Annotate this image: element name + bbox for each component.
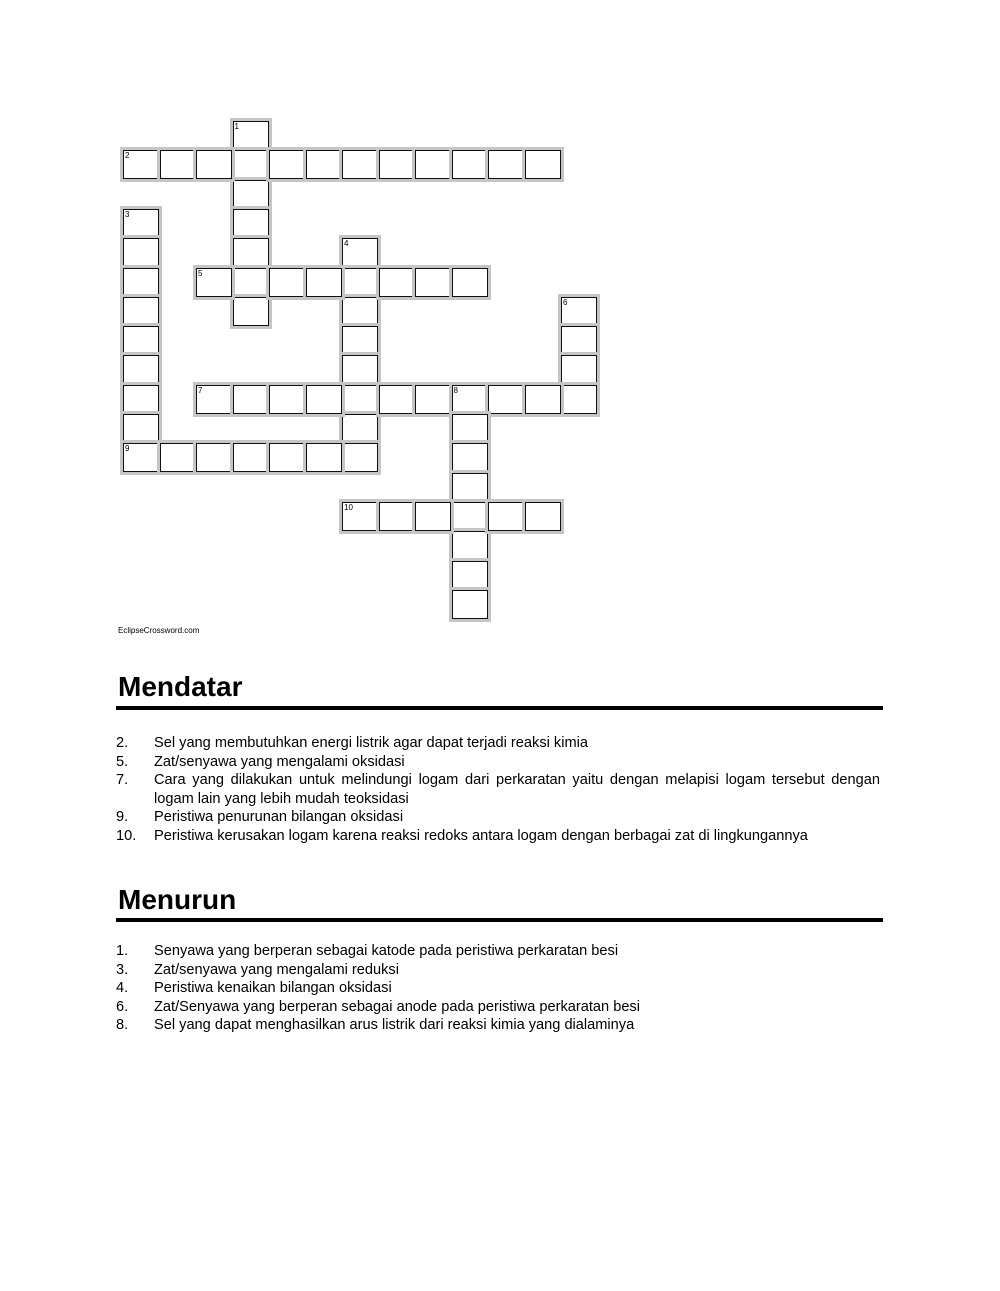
- clue-text: Sel yang membutuhkan energi listrik agar dapat terjadi reaksi kimia: [154, 735, 588, 751]
- crossword-cell[interactable]: [415, 268, 451, 297]
- crossword-cell[interactable]: [342, 355, 378, 384]
- crossword-cell[interactable]: [488, 150, 524, 179]
- clue-number-label: 4: [344, 239, 349, 249]
- crossword-cell[interactable]: [452, 561, 488, 590]
- crossword-cell[interactable]: [379, 502, 415, 531]
- crossword-cell[interactable]: [233, 150, 269, 179]
- crossword-cell[interactable]: [342, 150, 378, 179]
- clue-item: [116, 734, 880, 753]
- crossword-cell[interactable]: [452, 590, 488, 619]
- crossword-cell[interactable]: [269, 443, 305, 472]
- crossword-cell[interactable]: [160, 443, 196, 472]
- crossword-cell[interactable]: [269, 150, 305, 179]
- crossword-cell[interactable]: [123, 268, 159, 297]
- crossword-cell[interactable]: [488, 385, 524, 414]
- crossword-cell[interactable]: [379, 385, 415, 414]
- crossword-cell[interactable]: [342, 238, 378, 267]
- clue-number-label: 8: [453, 385, 458, 395]
- clue-number: 2.: [116, 735, 129, 751]
- crossword-cell[interactable]: [342, 502, 378, 531]
- crossword-cell[interactable]: [123, 209, 159, 238]
- crossword-cell[interactable]: [123, 150, 159, 179]
- clue-number: 10.: [116, 827, 137, 844]
- crossword-cell[interactable]: [123, 414, 159, 443]
- crossword-cell[interactable]: [123, 355, 159, 384]
- crossword-cell[interactable]: [233, 268, 269, 297]
- crossword-cell[interactable]: [452, 385, 488, 414]
- clue-number: 3.: [116, 961, 129, 978]
- clue-number: 7.: [116, 772, 129, 789]
- clue-number: 4.: [116, 980, 129, 997]
- crossword-cell[interactable]: [269, 268, 305, 297]
- across-clue-list: [116, 734, 880, 846]
- crossword-cell[interactable]: [415, 385, 451, 414]
- clue-number-label: 2: [125, 151, 130, 161]
- clue-text: Zat/Senyawa yang berperan sebagai anode pada peristiwa perkaratan besi: [154, 998, 640, 1015]
- clue-text: Senyawa yang berperan sebagai katode pada peristiwa perkaratan besi: [154, 943, 619, 959]
- crossword-cell[interactable]: [561, 297, 597, 326]
- clue-text: Zat/senyawa yang mengalami oksidasi: [154, 753, 405, 770]
- clue-item: [116, 998, 880, 1017]
- crossword-cell[interactable]: [160, 150, 196, 179]
- crossword-cell[interactable]: [306, 443, 342, 472]
- crossword-grid: [0, 0, 1000, 640]
- crossword-cell[interactable]: [342, 268, 378, 297]
- crossword-cell[interactable]: [488, 502, 524, 531]
- crossword-cell[interactable]: [561, 326, 597, 355]
- credit-text: EclipseCrossword.com: [118, 626, 200, 635]
- crossword-cell[interactable]: [561, 385, 597, 414]
- crossword-cell[interactable]: [123, 238, 159, 267]
- clue-number: 5.: [116, 753, 129, 770]
- crossword-cell[interactable]: [233, 385, 269, 414]
- crossword-cell[interactable]: [342, 414, 378, 443]
- clue-number-label: 1: [234, 122, 239, 131]
- clue-number-label: 9: [125, 444, 130, 454]
- clue-number-label: 5: [198, 268, 203, 278]
- across-divider: [116, 706, 883, 710]
- clue-number: 1.: [116, 943, 129, 959]
- crossword-cell[interactable]: [379, 150, 415, 179]
- across-heading: Mendatar: [118, 671, 243, 702]
- crossword-cell[interactable]: [342, 443, 378, 472]
- crossword-cell[interactable]: [452, 150, 488, 179]
- crossword-cell[interactable]: [196, 385, 232, 414]
- crossword-cell[interactable]: [196, 268, 232, 297]
- clue-item: [116, 942, 880, 961]
- crossword-cell[interactable]: [452, 531, 488, 560]
- clue-text: Peristiwa penurunan bilangan oksidasi: [154, 809, 404, 826]
- clue-number: 8.: [116, 1017, 129, 1034]
- clue-text: Zat/senyawa yang mengalami reduksi: [154, 961, 399, 978]
- crossword-cell[interactable]: [306, 268, 342, 297]
- crossword-cell[interactable]: [561, 355, 597, 384]
- crossword-cell[interactable]: [306, 150, 342, 179]
- clue-number: 9.: [116, 809, 129, 826]
- crossword-cell[interactable]: [342, 326, 378, 355]
- crossword-cell[interactable]: [452, 473, 488, 502]
- down-clue-list: [116, 942, 880, 1035]
- clue-item: [116, 827, 880, 846]
- crossword-cell[interactable]: [233, 180, 269, 209]
- clue-number-label: 6: [563, 297, 568, 307]
- clue-item: [116, 961, 880, 980]
- crossword-cell[interactable]: [525, 150, 561, 179]
- crossword-cell[interactable]: [233, 443, 269, 472]
- clue-item: [116, 771, 880, 808]
- clue-item: [116, 753, 880, 772]
- crossword-cell[interactable]: [233, 209, 269, 238]
- crossword-cell[interactable]: [123, 326, 159, 355]
- crossword-cell[interactable]: [123, 443, 159, 472]
- clue-text: Sel yang dapat menghasilkan arus listrik dari reaksi kimia yang dialaminya: [154, 1017, 635, 1034]
- clue-text: Peristiwa kerusakan logam karena reaksi redoks antara logam dengan berbagai zat di lingkungannya: [154, 827, 808, 844]
- crossword-cell[interactable]: [452, 268, 488, 297]
- crossword-cell[interactable]: [233, 297, 269, 326]
- crossword-cell[interactable]: [525, 502, 561, 531]
- down-heading: Menurun: [118, 884, 237, 915]
- down-divider: [116, 918, 883, 922]
- crossword-cell[interactable]: [233, 121, 269, 150]
- clue-number: 6.: [116, 998, 129, 1015]
- clue-text: Peristiwa kenaikan bilangan oksidasi: [154, 980, 392, 997]
- clue-number-label: 3: [125, 209, 130, 219]
- crossword-cell[interactable]: [269, 385, 305, 414]
- crossword-cell[interactable]: [342, 385, 378, 414]
- clue-item: [116, 808, 880, 827]
- clue-number-label: 10: [344, 502, 353, 512]
- crossword-cell[interactable]: [123, 385, 159, 414]
- crossword-cell[interactable]: [123, 297, 159, 326]
- crossword-cell[interactable]: [452, 502, 488, 531]
- crossword-cell[interactable]: [233, 238, 269, 267]
- clue-text: Cara yang dilakukan untuk melindungi logam dari perkaratan yaitu dengan melapisi logam tersebut dengan logam lain yang lebih mudah teoksidasi: [154, 772, 880, 807]
- crossword-cell[interactable]: [379, 268, 415, 297]
- crossword-cell[interactable]: [196, 443, 232, 472]
- crossword-cell[interactable]: [342, 297, 378, 326]
- clue-number-label: 7: [198, 385, 203, 395]
- crossword-cell[interactable]: [196, 150, 232, 179]
- crossword-cell[interactable]: [306, 385, 342, 414]
- crossword-cell[interactable]: [415, 150, 451, 179]
- clue-item: [116, 979, 880, 998]
- crossword-cell[interactable]: [452, 414, 488, 443]
- crossword-cell[interactable]: [452, 443, 488, 472]
- crossword-cell[interactable]: [415, 502, 451, 531]
- crossword-cell[interactable]: [525, 385, 561, 414]
- clue-item: [116, 1016, 880, 1035]
